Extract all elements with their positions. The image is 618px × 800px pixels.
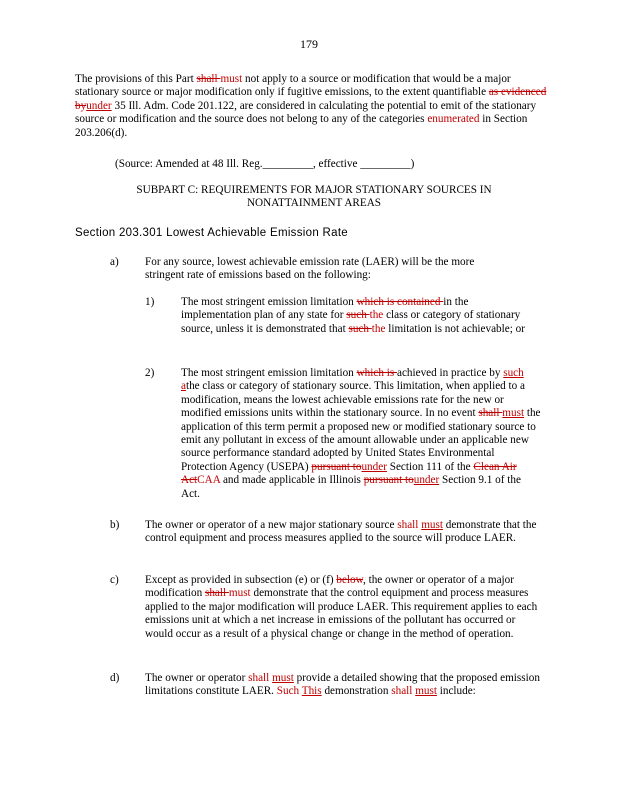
inserted-text: the xyxy=(369,309,384,322)
intro-paragraph xyxy=(75,73,553,140)
item-d-text xyxy=(145,672,540,699)
deleted-text: shall xyxy=(397,519,422,531)
subitem-text: The most stringent emission limitation xyxy=(181,296,357,308)
item-text: demonstration xyxy=(321,685,392,698)
inserted-text: under xyxy=(413,474,440,487)
source-note-text: , effective xyxy=(312,158,361,170)
subitem-text: The most stringent emission limitation xyxy=(181,367,357,379)
inserted-text: must xyxy=(415,685,437,698)
subitem-2-text xyxy=(181,367,541,501)
inserted-text: CAA xyxy=(197,474,221,487)
item-text: provide a detailed showing that the proposed emission limitations constitute LAER. xyxy=(145,672,540,698)
subpart-line-2: NONATTAINMENT AREAS xyxy=(246,197,382,210)
subitem-text: the application of this term permit a proposed new or modified stationary source to emit any pollutant in excess of the amount allowable under an applicable new source performance standard adopted by United States Environmental Protection Agency (USEPA) xyxy=(181,407,541,473)
item-text: The owner or operator xyxy=(145,672,249,684)
inserted-text: under xyxy=(361,460,387,473)
subitem-1-label: 1) xyxy=(145,296,155,308)
deleted-text: as evidenced by xyxy=(75,86,547,112)
item-c-text xyxy=(145,574,545,641)
subitem-text: in the implementation plan of any state for xyxy=(181,296,469,322)
intro-text: The provisions of this Part xyxy=(75,73,197,85)
inserted-text: under xyxy=(86,99,112,112)
item-d-label: d) xyxy=(110,672,120,684)
page-number: 179 xyxy=(300,37,318,51)
deleted-text: pursuant to xyxy=(363,474,414,487)
subitem-2-label: 2) xyxy=(145,367,155,379)
section-heading: Section 203.301 Lowest Achievable Emission Rate xyxy=(75,227,349,239)
deleted-text: pursuant to xyxy=(311,460,362,473)
item-text: demonstrate that the control equipment and process measures applied to the source will produce LAER. xyxy=(145,519,537,545)
source-note-blank: _________ xyxy=(262,158,313,170)
inserted-text: the xyxy=(371,322,386,335)
deleted-text: shall xyxy=(391,685,416,698)
inserted-text: must xyxy=(220,73,243,85)
inserted-text: must xyxy=(502,407,525,420)
subitem-text: Section 9.1 of the Act. xyxy=(181,474,521,500)
subitem-text: class or category of stationary source, unless it is demonstrated that xyxy=(181,309,521,335)
source-note-blank: _________ xyxy=(360,158,411,170)
item-b-text xyxy=(145,519,540,546)
source-note-text: ) xyxy=(410,158,415,170)
deleted-text: which is contained xyxy=(356,296,444,308)
intro-text: 35 Ill. Adm. Code 201.122, are considered in calculating the potential to emit of the stationary source or modification and the source does not belong to any of the categories xyxy=(75,99,537,126)
deleted-text: such xyxy=(346,309,370,322)
subitem-text: limitation is not achievable; or xyxy=(385,322,525,335)
deleted-text: below xyxy=(336,574,363,586)
item-text: demonstrate that the control equipment and process measures applied to the major modification will produce LAER. This requirement applies to each emissions unit at which a net increase in emissions of the pollutant has occurred or would occur as a result of a physical change or change in the method of operation. xyxy=(145,587,538,640)
inserted-text: must xyxy=(228,587,251,600)
intro-text: not apply to a source or modification that would be a major stationary source or major modification only if fugitive emissions, to the extent quantifiable xyxy=(75,73,511,99)
deleted-text: Such xyxy=(276,685,302,698)
subpart-heading xyxy=(75,184,553,211)
inserted-text: This xyxy=(301,685,322,698)
subitem-text: achieved in practice by xyxy=(396,367,504,379)
item-b-label: b) xyxy=(110,519,120,531)
subitem-1-text xyxy=(181,296,541,336)
item-c-label: c) xyxy=(110,574,119,586)
subitem-text: Section 111 of the xyxy=(386,460,474,473)
deleted-text: which is xyxy=(356,367,397,379)
inserted-text: must xyxy=(421,519,443,531)
deleted-text: shall xyxy=(248,672,273,684)
source-note xyxy=(115,158,535,171)
deleted-text: Clean Air Act xyxy=(181,460,517,487)
subitem-text: the class or category of stationary source. This limitation, when applied to a modification, means the lowest achievable emissions rate for the new or modified emissions units within the stationary source. In no event xyxy=(181,380,526,420)
source-note-text: (Source: Amended at 48 Ill. Reg. xyxy=(115,158,263,170)
deleted-text: shall xyxy=(478,407,503,420)
inserted-text: must xyxy=(272,672,294,684)
subpart-line-1: SUBPART C: REQUIREMENTS FOR MAJOR STATIONARY SOURCES IN xyxy=(136,184,492,196)
item-text: The owner or operator of a new major stationary source xyxy=(145,519,398,531)
intro-text: in Section 203.206(d). xyxy=(75,113,528,139)
item-a-label: a) xyxy=(110,256,119,268)
item-a-text: For any source, lowest achievable emission rate (LAER) will be the more stringent rate of emissions based on the following: xyxy=(145,256,475,282)
item-text: Except as provided in subsection (e) or (f) xyxy=(145,574,337,586)
deleted-text: shall xyxy=(204,587,229,600)
item-text: include: xyxy=(436,685,476,698)
subitem-text: and made applicable in Illinois xyxy=(220,474,364,487)
deleted-text: shall xyxy=(196,73,221,85)
deleted-text: such xyxy=(348,322,372,335)
inserted-text: enumerated xyxy=(427,113,480,126)
inserted-text: such a xyxy=(181,367,524,393)
item-text: , the owner or operator of a major modification xyxy=(145,574,514,600)
